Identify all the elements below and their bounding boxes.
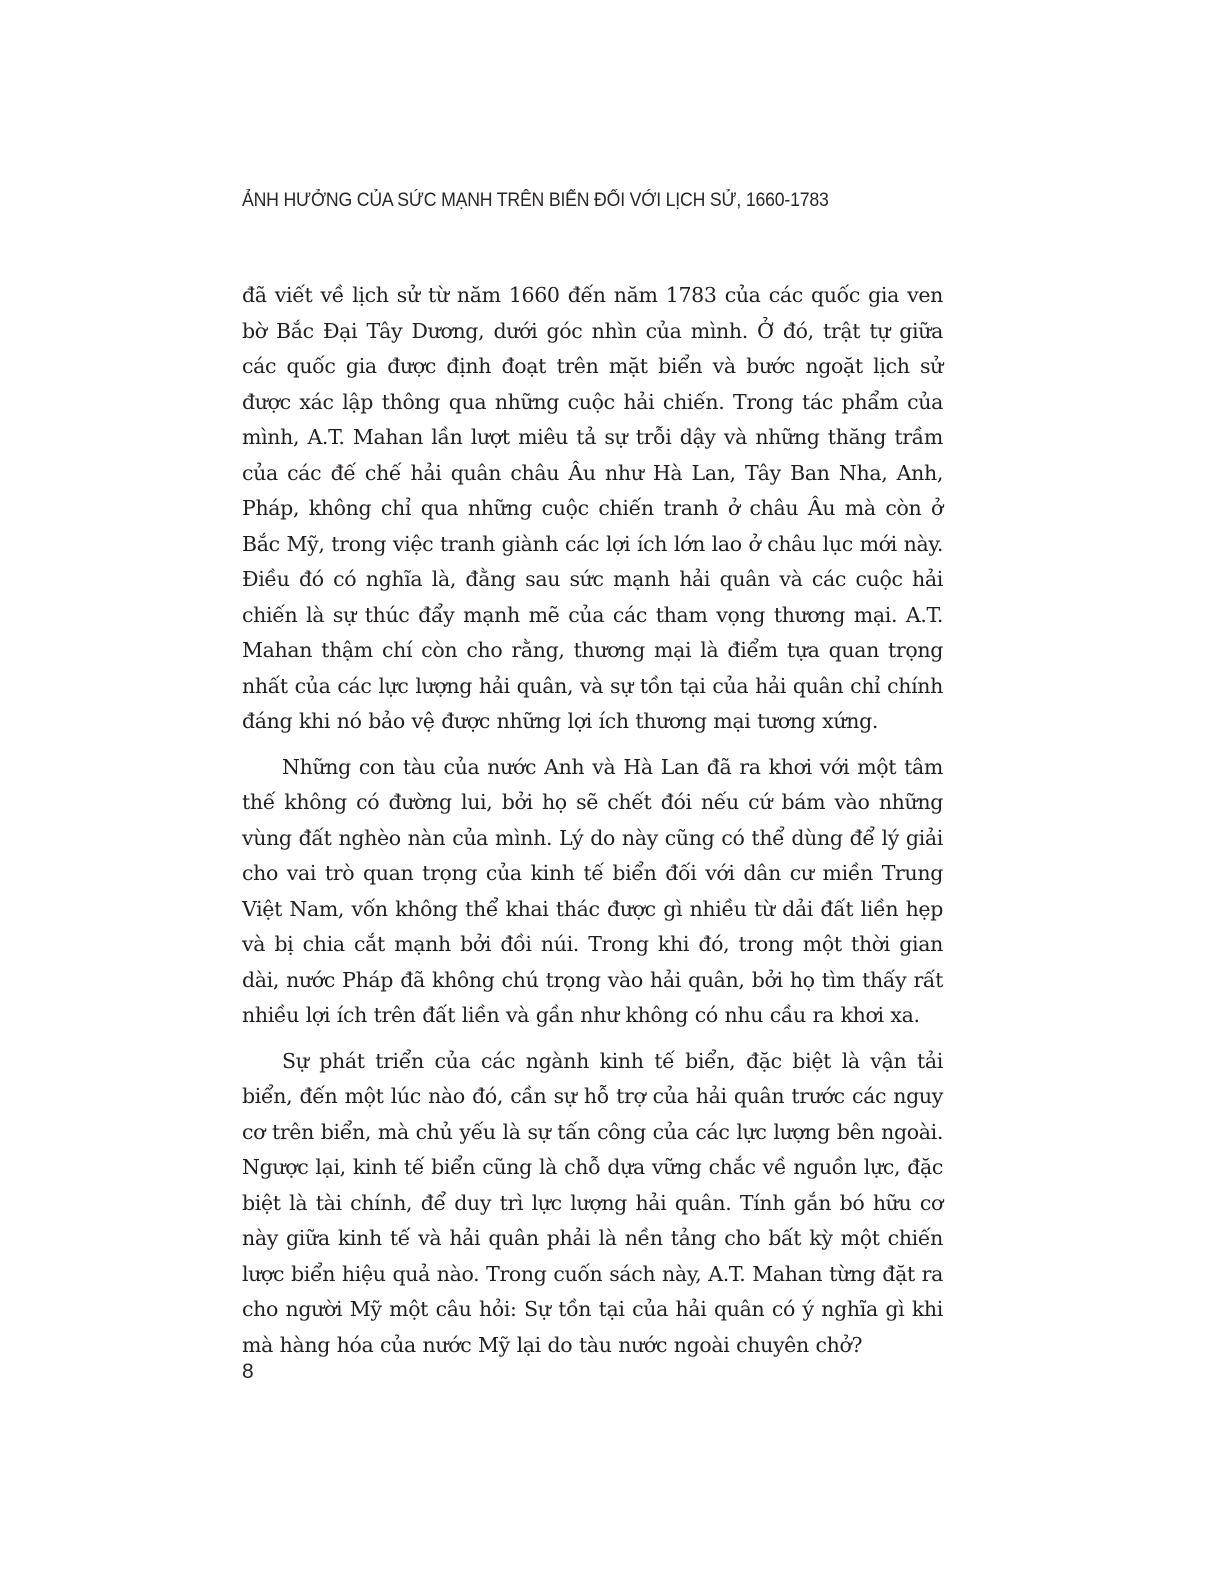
page-number: 8 (242, 1360, 254, 1383)
body-text (242, 278, 943, 1373)
paragraph: Sự phát triển của các ngành kinh tế biển, đặc biệt là vận tải biển, đến một lúc nào đó, cần sự hỗ trợ của hải quân trước các nguy cơ trên biển, mà chủ yếu là sự tấn công của các lực lượng bên ngoài. Ngược lại, kinh tế biển cũng là chỗ dựa vững chắc về nguồn lực, đặc biệt là tài chính, để duy trì lực lượng hải quân. Tính gắn bó hữu cơ này giữa kinh tế và hải quân phải là nền tảng cho bất kỳ một chiến lược biển hiệu quả nào. Trong cuốn sách này, A.T. Mahan từng đặt ra cho người Mỹ một câu hỏi: Sự tồn tại của hải quân có ý nghĩa gì khi mà hàng hóa của nước Mỹ lại do tàu nước ngoài chuyên chở? (242, 1048, 943, 1357)
running-header-title: ẢNH HƯỞNG CỦA SỨC MẠNH TRÊN BIỂN ĐỐI VỚI LỊCH SỬ, 1660-1783 (242, 190, 829, 211)
paragraph-continued: đã viết về lịch sử từ năm 1660 đến năm 1783 của các quốc gia ven bờ Bắc Đại Tây Dương, dưới góc nhìn của mình. Ở đó, trật tự giữa các quốc gia được định đoạt trên mặt biển và bước ngoặt lịch sử được xác lập thông qua những cuộc hải chiến. Trong tác phẩm của mình, A.T. Mahan lần lượt miêu tả sự trỗi dậy và những thăng trầm của các đế chế hải quân châu Âu như Hà Lan, Tây Ban Nha, Anh, Pháp, không chỉ qua những cuộc chiến tranh ở châu Âu mà còn ở Bắc Mỹ, trong việc tranh giành các lợi ích lớn lao ở châu lục mới này. Điều đó có nghĩa là, đằng sau sức mạnh hải quân và các cuộc hải chiến là sự thúc đẩy mạnh mẽ của các tham vọng thương mại. A.T. Mahan thậm chí còn cho rằng, thương mại là điểm tựa quan trọng nhất của các lực lượng hải quân, và sự tồn tại của hải quân chỉ chính đáng khi nó bảo vệ được những lợi ích thương mại tương xứng. (242, 283, 943, 733)
paragraph: Những con tàu của nước Anh và Hà Lan đã ra khơi với một tâm thế không có đường lui, bởi họ sẽ chết đói nếu cứ bám vào những vùng đất nghèo nàn của mình. Lý do này cũng có thể dùng để lý giải cho vai trò quan trọng của kinh tế biển đối với dân cư miền Trung Việt Nam, vốn không thể khai thác được gì nhiều từ dải đất liền hẹp và bị chia cắt mạnh bởi đồi núi. Trong khi đó, trong một thời gian dài, nước Pháp đã không chú trọng vào hải quân, bởi họ tìm thấy rất nhiều lợi ích trên đất liền và gần như không có nhu cầu ra khơi xa. (242, 754, 943, 1027)
